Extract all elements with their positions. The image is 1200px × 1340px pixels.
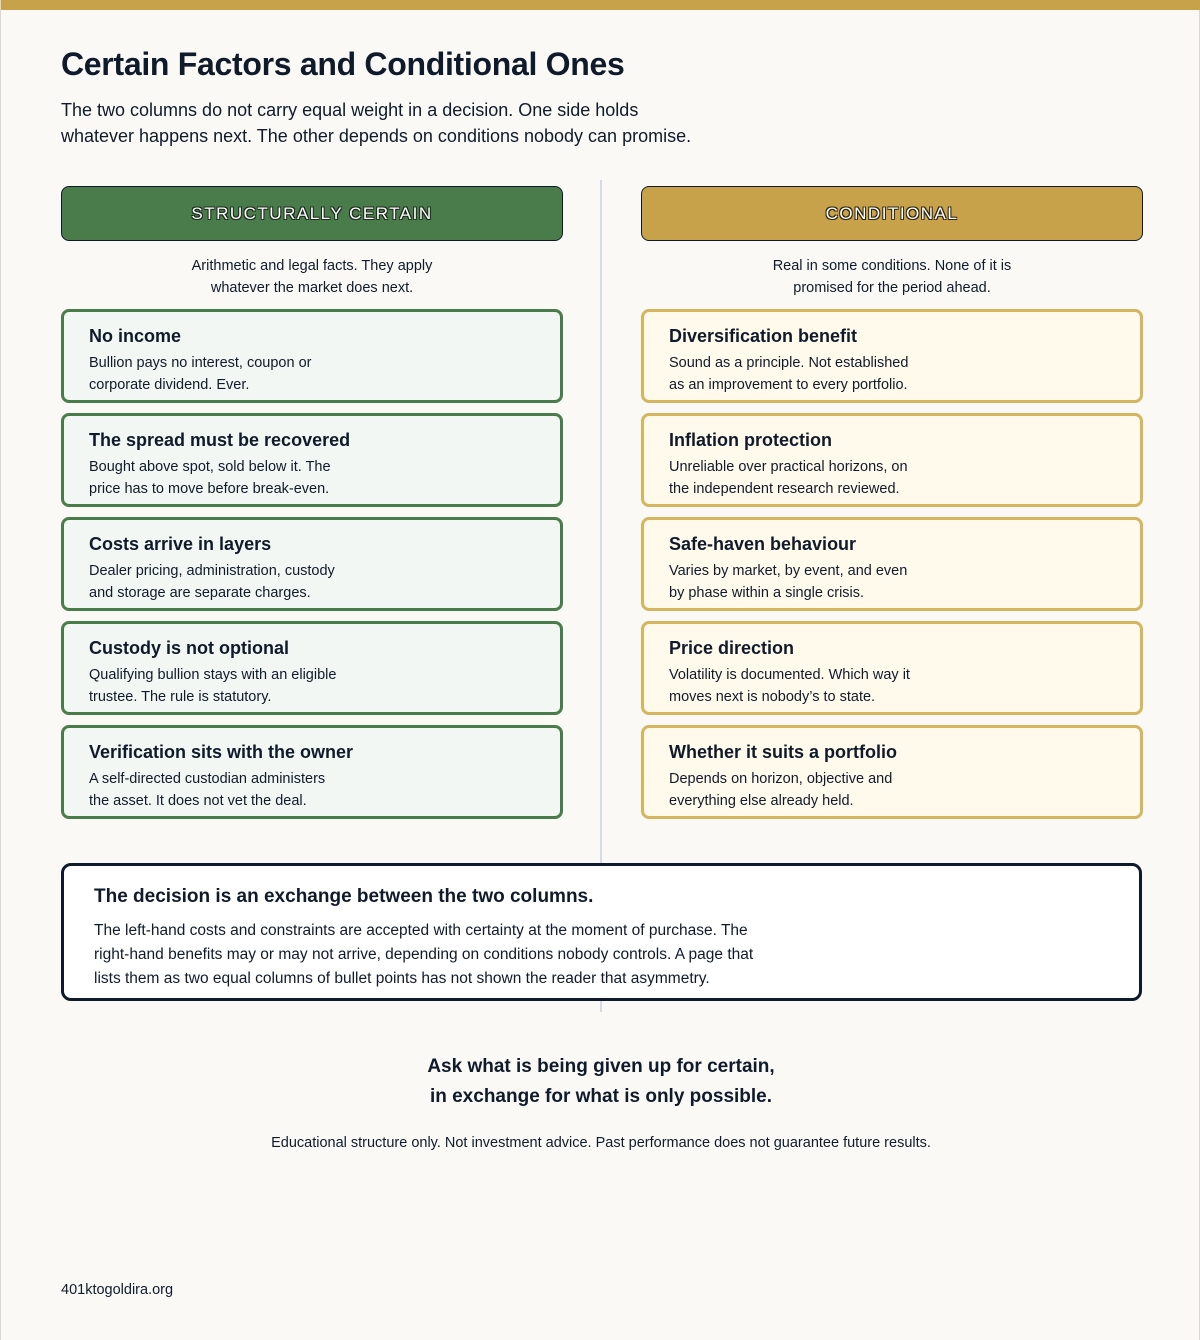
card-body-line: Dealer pricing, administration, custody (89, 563, 335, 579)
conditional-column-header (641, 186, 1143, 241)
card-body-line: the asset. It does not vet the deal. (89, 793, 307, 809)
card-title: Whether it suits a portfolio (669, 742, 897, 762)
card-body (89, 456, 379, 500)
card-body (669, 768, 959, 812)
card-body-line: Depends on horizon, objective and (669, 771, 893, 787)
description-line: promised for the period ahead. (793, 280, 991, 296)
conditional-card-safe-haven (641, 517, 1143, 611)
card-body-line: everything else already held. (669, 793, 854, 809)
card-body (89, 768, 379, 812)
certain-column-header (61, 186, 563, 241)
card-title: Safe-haven behaviour (669, 534, 857, 554)
card-title: No income (89, 326, 182, 346)
card-body-line: moves next is nobody’s to state. (669, 689, 876, 705)
card-body-line: as an improvement to every portfolio. (669, 377, 908, 393)
card-title: Costs arrive in layers (89, 534, 272, 554)
decision-line: The left-hand costs and constraints are accepted with certainty at the moment of purchase. The (94, 922, 748, 939)
decision-line: lists them as two equal columns of bullet points has not shown the reader that asymmetry. (94, 970, 710, 987)
closing-line: Ask what is being given up for certain, (427, 1056, 775, 1077)
conditional-card-diversification (641, 309, 1143, 403)
card-body-line: by phase within a single crisis. (669, 585, 865, 601)
card-title: Verification sits with the owner (89, 742, 354, 762)
description-line: whatever the market does next. (210, 280, 414, 296)
card-body-line: and storage are separate charges. (89, 585, 311, 601)
certain-card-verification (61, 725, 563, 819)
closing-line: in exchange for what is only possible. (429, 1086, 773, 1107)
conditional-column (641, 186, 1143, 829)
card-title: Diversification benefit (669, 326, 858, 346)
card-title: Inflation protection (669, 430, 832, 450)
card-title: Custody is not optional (89, 638, 289, 658)
subtitle-line: whatever happens next. The other depends on conditions nobody can promise. (61, 126, 692, 146)
card-title: Price direction (669, 638, 795, 658)
conditional-card-inflation (641, 413, 1143, 507)
decision-line: right-hand benefits may or may not arrive, depending on conditions nobody controls. A page that (94, 946, 754, 963)
card-body (669, 456, 959, 500)
card-body-line: Bought above spot, sold below it. The (89, 459, 331, 475)
card-body-line: Bullion pays no interest, coupon or (89, 355, 312, 371)
decision-title: The decision is an exchange between the two columns. (94, 886, 594, 907)
card-body-line: Qualifying bullion stays with an eligible (89, 667, 337, 683)
card-body-line: Volatility is documented. Which way it (669, 667, 910, 683)
certain-column (61, 186, 563, 829)
card-body (89, 560, 379, 604)
conditional-description (641, 255, 1143, 309)
conditional-card-portfolio-fit (641, 725, 1143, 819)
card-body-line: corporate dividend. Ever. (89, 377, 250, 393)
page-subtitle (61, 97, 721, 149)
conditional-card-price-direction (641, 621, 1143, 715)
certain-description (61, 255, 563, 309)
disclaimer-text: Educational structure only. Not investment advice. Past performance does not guarantee future results. (271, 1135, 931, 1151)
certain-card-costs (61, 517, 563, 611)
subtitle-line: The two columns do not carry equal weight in a decision. One side holds (61, 100, 639, 120)
card-body (669, 352, 959, 396)
closing-question (1, 1052, 1200, 1112)
card-body (669, 560, 959, 604)
top-accent-bar (1, 0, 1200, 10)
page-title: Certain Factors and Conditional Ones (61, 46, 625, 82)
certain-card-custody (61, 621, 563, 715)
card-body (89, 664, 379, 708)
card-body-line: A self-directed custodian administers (89, 771, 326, 787)
certain-heading: STRUCTURALLY CERTAIN (191, 203, 433, 223)
card-title: The spread must be recovered (89, 430, 351, 450)
description-line: Arithmetic and legal facts. They apply (191, 258, 433, 274)
decision-box (61, 863, 1142, 1001)
certain-card-no-income (61, 309, 563, 403)
conditional-heading: CONDITIONAL (825, 203, 959, 223)
card-body (89, 352, 379, 396)
card-body-line: Varies by market, by event, and even (669, 563, 908, 579)
certain-card-spread (61, 413, 563, 507)
card-body-line: Unreliable over practical horizons, on (669, 459, 908, 475)
card-body-line: trustee. The rule is statutory. (89, 689, 272, 705)
card-body (669, 664, 959, 708)
card-body-line: the independent research reviewed. (669, 481, 900, 497)
description-line: Real in some conditions. None of it is (772, 258, 1012, 274)
site-url: 401ktogoldira.org (61, 1282, 174, 1298)
decision-body (94, 919, 794, 991)
card-body-line: Sound as a principle. Not established (669, 355, 909, 371)
card-body-line: price has to move before break-even. (89, 481, 330, 497)
